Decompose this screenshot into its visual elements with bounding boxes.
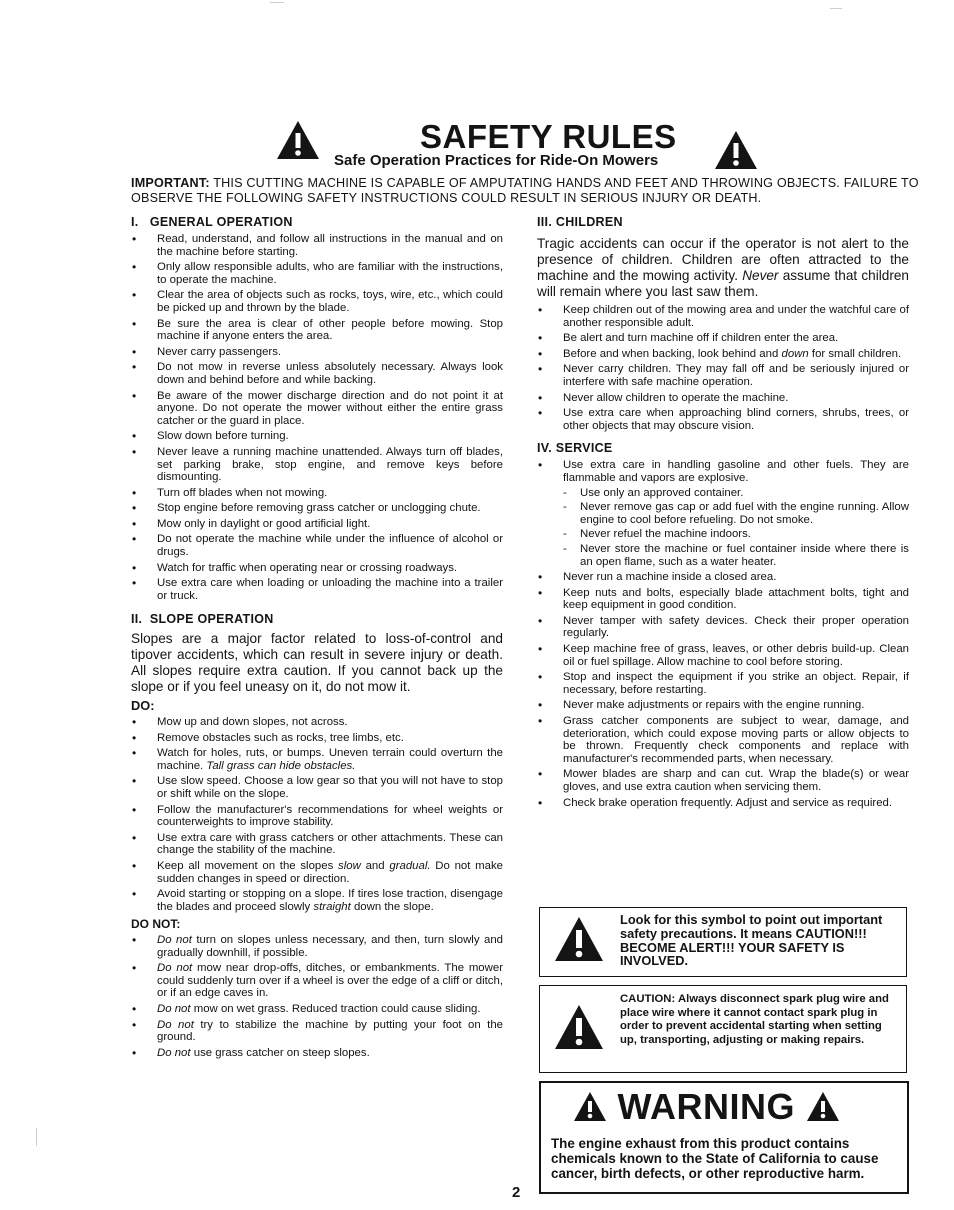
list-item: • Keep children out of the mowing area and under the watchful care of another responsible adult. <box>537 304 909 329</box>
list-item-emphasis: Do not <box>157 1018 194 1031</box>
list-item: • Check brake operation frequently. Adjust and service as required. <box>537 797 909 810</box>
important-notice <box>131 176 921 206</box>
list-item: • Slow down before turning. <box>131 430 503 443</box>
list-item <box>131 1047 503 1060</box>
do-label: DO: <box>131 698 155 714</box>
list-item-text: Watch for holes, ruts, or bumps. Uneven terrain could overturn the machine. <box>157 747 503 772</box>
list-item-emphasis: Do not <box>157 1002 191 1015</box>
warning-triangle-icon <box>276 120 320 160</box>
list-item: • Stop engine before removing grass catcher or unclogging chute. <box>131 502 503 515</box>
list-item-emphasis: down <box>781 347 809 360</box>
warning-triangle-icon <box>573 1090 607 1130</box>
page-subtitle: Safe Operation Practices for Ride-On Mowers <box>334 152 659 169</box>
list-item-text: try to stabilize the machine by putting your foot on the ground. <box>157 1018 504 1044</box>
warning-text: The engine exhaust from this product contains chemicals known to the State of California to cause cancer, birth defects, or other reproductive harm. <box>551 1136 879 1181</box>
warning-triangle-icon <box>806 1090 840 1130</box>
section-heading-children: III. CHILDREN <box>537 215 623 229</box>
sub-list-item: - Never remove gas cap or add fuel with the engine running. Allow engine to cool before refueling. Do not smoke. <box>563 501 909 526</box>
list-item-text: Before and when backing, look behind and <box>563 347 779 360</box>
list-item <box>131 962 503 1000</box>
list-item: • Never run a machine inside a closed area. <box>537 571 909 584</box>
list-item: • Never leave a running machine unattended. Always turn off blades, set parking brake, stop engine, and remove keys before dismounting. <box>131 446 503 484</box>
list-item: • Mow up and down slopes, not across. <box>131 716 503 729</box>
important-text: THIS CUTTING MACHINE IS CAPABLE OF AMPUTATING HANDS AND FEET AND THROWING OBJECTS. FAILURE TO OBSERVE THE FOLLOWING SAFETY INSTRUCTIONS COULD RESULT IN SERIOUS INJURY OR DEATH. <box>131 176 919 205</box>
list-item: • Use extra care when loading or unloading the machine into a trailer or truck. <box>131 577 503 602</box>
list-item-emphasis: straight <box>313 900 351 913</box>
list-item-text: for small children. <box>811 347 902 360</box>
list-item: • Remove obstacles such as rocks, tree limbs, etc. <box>131 732 503 745</box>
list-item-text: Avoid starting or stopping on a slope. If tires lose traction, disengage the blades and proceed slowly <box>157 888 503 913</box>
list-item <box>537 348 909 361</box>
important-label: IMPORTANT: <box>131 176 210 190</box>
list-item: • Do not operate the machine while under the influence of alcohol or drugs. <box>131 533 503 558</box>
general-list <box>131 233 503 602</box>
warning-title: WARNING <box>617 1086 796 1127</box>
list-item: • Follow the manufacturer's recommendations for wheel weights or counterweights to improve stability. <box>131 804 503 829</box>
list-item: • Keep nuts and bolts, especially blade attachment bolts, tight and keep equipment in good condition. <box>537 587 909 612</box>
list-item-emphasis: slow <box>338 859 361 872</box>
list-item: • Turn off blades when not mowing. <box>131 487 503 500</box>
list-item: • Be sure the area is clear of other people before mowing. Stop machine if anyone enters the area. <box>131 318 503 343</box>
list-item <box>131 747 503 772</box>
list-item-emphasis: Do not <box>157 962 193 975</box>
list-item-text: down the slope. <box>353 900 434 913</box>
warning-title-row <box>573 1087 840 1130</box>
list-item: • Never tamper with safety devices. Check their proper operation regularly. <box>537 615 909 640</box>
sub-list-item: - Use only an approved container. <box>563 487 909 500</box>
do-not-label: DO NOT: <box>131 917 181 932</box>
fuel-sublist <box>563 487 909 569</box>
list-item: • Watch for traffic when operating near or crossing roadways. <box>131 562 503 575</box>
section-heading-general: I. GENERAL OPERATION <box>131 215 293 229</box>
list-item: • Be aware of the mower discharge direction and do not point it at anyone. Do not operate the mower without either the entire grass catcher or the guard in place. <box>131 390 503 428</box>
scan-mark <box>270 2 284 3</box>
list-item: • Use extra care with grass catchers or other attachments. These can change the stability of the machine. <box>131 832 503 857</box>
service-list <box>537 459 909 809</box>
list-item-text: mow near drop-offs, ditches, or embankments. The mower could suddenly turn over if a wheel is over the edge of a cliff or ditch, or if an edge caves in. <box>157 962 503 1000</box>
do-not-list <box>131 934 503 1059</box>
page-header <box>0 116 954 180</box>
slope-intro: Slopes are a major factor related to loss-of-control and tipover accidents, which can result in severe injury or death. All slopes require extra caution. If you cannot back up the slope or if you feel uneasy on it, do not mow it. <box>131 631 503 695</box>
list-item <box>131 1019 503 1044</box>
list-item-text: mow on wet grass. Reduced traction could cause sliding. <box>193 1002 481 1015</box>
list-item: • Never carry children. They may fall off and be seriously injured or interfere with safe machine operation. <box>537 363 909 388</box>
children-intro-text: assume that children will remain where you last saw them. <box>537 268 909 299</box>
children-intro-text: Tragic accidents can occur if the operator is not alert to the presence of children. Children are often attracted to the machine and the mowing activity. <box>537 236 909 283</box>
safety-symbol-box <box>539 907 907 977</box>
list-item: • Do not mow in reverse unless absolutely necessary. Always look down and behind before and while backing. <box>131 361 503 386</box>
list-item <box>131 860 503 885</box>
children-intro <box>537 236 909 300</box>
list-item: • Read, understand, and follow all instructions in the manual and on the machine before starting. <box>131 233 503 258</box>
list-item: • Never allow children to operate the machine. <box>537 392 909 405</box>
caution-box <box>539 985 907 1073</box>
sub-list-item: - Never store the machine or fuel container inside where there is an open flame, such as a water heater. <box>563 543 909 568</box>
list-item: • Never carry passengers. <box>131 346 503 359</box>
safety-symbol-text: Look for this symbol to point out important safety precautions. It means CAUTION!!! BECOME ALERT!!! YOUR SAFETY IS INVOLVED. <box>620 912 883 969</box>
list-item <box>131 1003 503 1016</box>
do-list <box>131 716 503 913</box>
list-item: • Mow only in daylight or good artificial light. <box>131 518 503 531</box>
list-item-text: use grass catcher on steep slopes. <box>193 1046 370 1059</box>
list-item-text: Do not make sudden changes in speed or direction. <box>157 859 504 885</box>
list-item-text: Keep all movement on the slopes <box>157 859 334 872</box>
warning-triangle-icon <box>554 1004 604 1055</box>
right-column <box>537 214 909 812</box>
list-item: • Keep machine free of grass, leaves, or other debris build-up. Clean oil or fuel spillage. Allow machine to cool before storing. <box>537 643 909 668</box>
list-item-text: turn on slopes unless necessary, and then, turn slowly and gradually downhill, if possible. <box>157 933 503 959</box>
warning-box <box>539 1081 909 1194</box>
scan-mark <box>36 1128 37 1146</box>
sub-list-item: - Never refuel the machine indoors. <box>563 528 909 541</box>
list-item-text: Use extra care in handling gasoline and other fuels. They are flammable and vapors are explosive. <box>563 459 909 484</box>
children-intro-emphasis: Never <box>742 268 779 283</box>
page-number: 2 <box>512 1184 521 1201</box>
list-item: • Be alert and turn machine off if children enter the area. <box>537 332 909 345</box>
list-item-text: and <box>365 859 385 872</box>
children-list <box>537 304 909 432</box>
list-item-emphasis: Tall grass can hide obstacles. <box>206 759 356 772</box>
list-item: • Stop and inspect the equipment if you strike an object. Repair, if necessary, before restarting. <box>537 671 909 696</box>
list-item <box>131 888 503 913</box>
section-heading-service: IV. SERVICE <box>537 441 613 456</box>
left-column <box>131 214 503 1062</box>
scan-mark <box>830 8 842 9</box>
list-item: • Grass catcher components are subject to wear, damage, and deterioration, which could expose moving parts or allow objects to be thrown. Frequently check components and replace with manufacturer's recommended parts, when necessary. <box>537 715 909 765</box>
section-heading-slope: II. SLOPE OPERATION <box>131 612 274 627</box>
list-item: • Clear the area of objects such as rocks, toys, wire, etc., which could be picked up and thrown by the blade. <box>131 289 503 314</box>
list-item: • Use extra care when approaching blind corners, shrubs, trees, or other objects that may obscure vision. <box>537 407 909 432</box>
list-item <box>537 459 909 568</box>
list-item: • Only allow responsible adults, who are familiar with the instructions, to operate the machine. <box>131 261 503 286</box>
page-title: SAFETY RULES <box>420 118 677 155</box>
list-item-emphasis: Do not <box>157 933 192 946</box>
warning-triangle-icon <box>714 130 758 170</box>
caution-text: CAUTION: Always disconnect spark plug wire and place wire where it cannot contact spark plug in order to prevent accidental starting when setting up, transporting, adjusting or making repairs. <box>620 993 889 1046</box>
warning-triangle-icon <box>554 916 604 967</box>
list-item-emphasis: Do not <box>157 1046 191 1059</box>
list-item: • Use slow speed. Choose a low gear so that you will not have to stop or shift while on the slope. <box>131 775 503 800</box>
list-item <box>131 934 503 959</box>
list-item: • Mower blades are sharp and can cut. Wrap the blade(s) or wear gloves, and use extra caution when servicing them. <box>537 768 909 793</box>
list-item-emphasis: gradual. <box>389 859 431 872</box>
list-item: • Never make adjustments or repairs with the engine running. <box>537 699 909 712</box>
